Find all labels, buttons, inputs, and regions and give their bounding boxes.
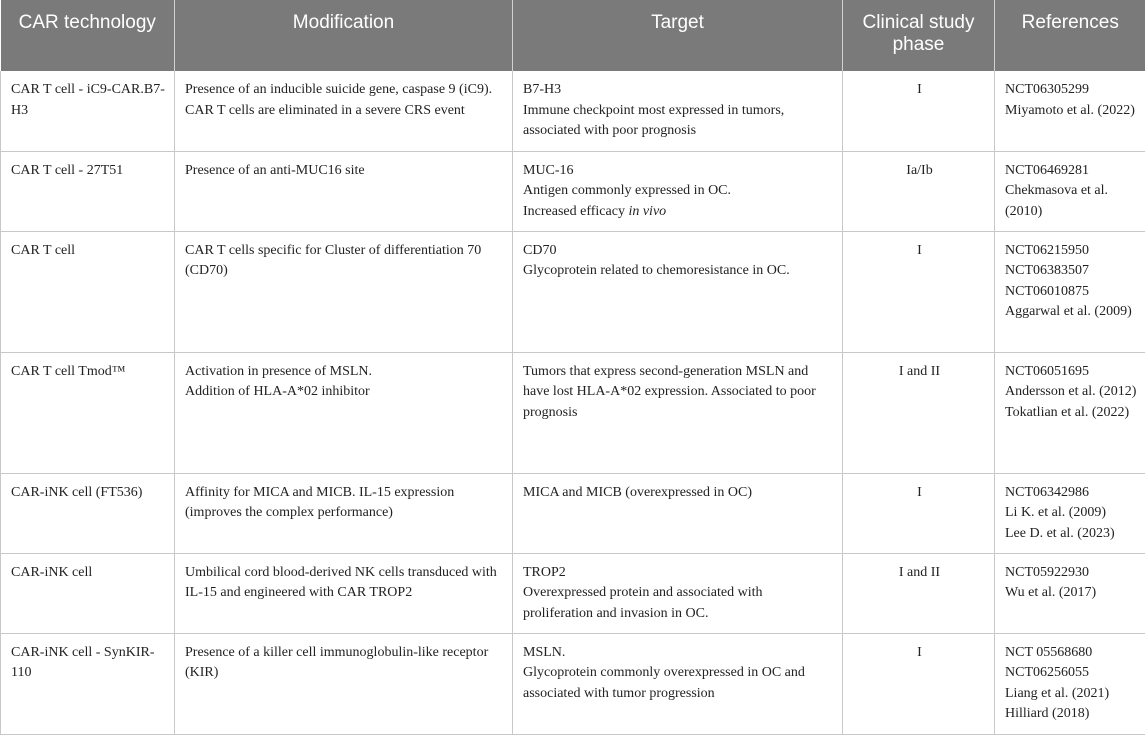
cell-modification: Presence of an anti-MUC16 site	[175, 151, 513, 231]
cell-phase: I	[843, 71, 995, 151]
target-name: CD70	[523, 241, 834, 262]
target-extra-italic: in vivo	[628, 204, 666, 219]
reference: NCT05922930	[1005, 563, 1137, 584]
target-name: MSLN.	[523, 643, 834, 664]
cell-references	[995, 231, 1145, 352]
cell-modification	[175, 352, 513, 473]
header-car-technology: CAR technology	[1, 0, 175, 71]
cell-car-technology: CAR-iNK cell	[1, 553, 175, 633]
cell-phase: I	[843, 231, 995, 352]
cell-target	[513, 151, 843, 231]
reference: Miyamoto et al. (2022)	[1005, 101, 1137, 122]
target-description: MICA and MICB (overexpressed in OC)	[523, 483, 834, 504]
reference: NCT06256055	[1005, 663, 1137, 684]
header-target: Target	[513, 0, 843, 71]
table-row	[1, 553, 1145, 633]
cell-modification: Umbilical cord blood-derived NK cells transduced with IL-15 and engineered with CAR TROP2	[175, 553, 513, 633]
cell-modification: Presence of an inducible suicide gene, caspase 9 (iC9). CAR T cells are eliminated in a severe CRS event	[175, 71, 513, 151]
reference: NCT06383507	[1005, 261, 1137, 282]
header-references: References	[995, 0, 1145, 71]
reference: NCT06010875	[1005, 282, 1137, 303]
target-extra	[523, 202, 834, 223]
cell-target	[513, 633, 843, 734]
cell-modification: CAR T cells specific for Cluster of differentiation 70 (CD70)	[175, 231, 513, 352]
target-name: B7-H3	[523, 80, 834, 101]
target-description: Overexpressed protein and associated with proliferation and invasion in OC.	[523, 583, 834, 624]
cell-car-technology: CAR T cell	[1, 231, 175, 352]
table-row	[1, 473, 1145, 553]
reference: Liang et al. (2021)	[1005, 684, 1137, 705]
cell-references	[995, 71, 1145, 151]
reference: Tokatlian et al. (2022)	[1005, 403, 1137, 424]
cell-references	[995, 473, 1145, 553]
cell-target	[513, 352, 843, 473]
target-description: Tumors that express second-generation MSLN and have lost HLA-A*02 expression. Associated to poor prognosis	[523, 362, 834, 424]
reference: Andersson et al. (2012)	[1005, 382, 1137, 403]
cell-target	[513, 71, 843, 151]
reference: NCT06215950	[1005, 241, 1137, 262]
cell-references	[995, 352, 1145, 473]
cell-car-technology: CAR-iNK cell (FT536)	[1, 473, 175, 553]
target-description: Glycoprotein commonly overexpressed in OC and associated with tumor progression	[523, 663, 834, 704]
target-description: Antigen commonly expressed in OC.	[523, 181, 834, 202]
reference: NCT06305299	[1005, 80, 1137, 101]
reference: NCT06051695	[1005, 362, 1137, 383]
cell-car-technology: CAR T cell - iC9-CAR.B7-H3	[1, 71, 175, 151]
cell-references	[995, 553, 1145, 633]
target-name: TROP2	[523, 563, 834, 584]
cell-modification: Affinity for MICA and MICB. IL-15 expression (improves the complex performance)	[175, 473, 513, 553]
reference: NCT06469281	[1005, 161, 1137, 182]
header-row	[1, 0, 1145, 71]
table-row	[1, 633, 1145, 734]
table-row	[1, 352, 1145, 473]
table-row	[1, 231, 1145, 352]
cell-phase: I	[843, 633, 995, 734]
cell-phase: I and II	[843, 352, 995, 473]
cell-phase: Ia/Ib	[843, 151, 995, 231]
target-description: Glycoprotein related to chemoresistance in OC.	[523, 261, 834, 282]
reference: Wu et al. (2017)	[1005, 583, 1137, 604]
target-name: MUC-16	[523, 161, 834, 182]
modification-line: Addition of HLA-A*02 inhibitor	[185, 382, 504, 403]
cell-phase: I	[843, 473, 995, 553]
cell-references	[995, 151, 1145, 231]
reference: Li K. et al. (2009)	[1005, 503, 1137, 524]
header-modification: Modification	[175, 0, 513, 71]
cell-phase: I and II	[843, 553, 995, 633]
reference: NCT 05568680	[1005, 643, 1137, 664]
cell-target	[513, 473, 843, 553]
target-extra-prefix: Increased efficacy	[523, 204, 628, 219]
cell-car-technology: CAR T cell - 27T51	[1, 151, 175, 231]
target-description: Immune checkpoint most expressed in tumors, associated with poor prognosis	[523, 101, 834, 142]
cell-target	[513, 231, 843, 352]
reference: Aggarwal et al. (2009)	[1005, 302, 1137, 323]
reference: NCT06342986	[1005, 483, 1137, 504]
cell-car-technology: CAR T cell Tmod™	[1, 352, 175, 473]
reference: Chekmasova et al. (2010)	[1005, 181, 1137, 222]
header-phase: Clinical study phase	[843, 0, 995, 71]
cell-modification: Presence of a killer cell immunoglobulin-like receptor (KIR)	[175, 633, 513, 734]
table-row	[1, 71, 1145, 151]
cell-car-technology: CAR-iNK cell - SynKIR-110	[1, 633, 175, 734]
table-row	[1, 151, 1145, 231]
cell-references	[995, 633, 1145, 734]
reference: Hilliard (2018)	[1005, 704, 1137, 725]
cell-target	[513, 553, 843, 633]
modification-line: Activation in presence of MSLN.	[185, 362, 504, 383]
reference: Lee D. et al. (2023)	[1005, 524, 1137, 545]
